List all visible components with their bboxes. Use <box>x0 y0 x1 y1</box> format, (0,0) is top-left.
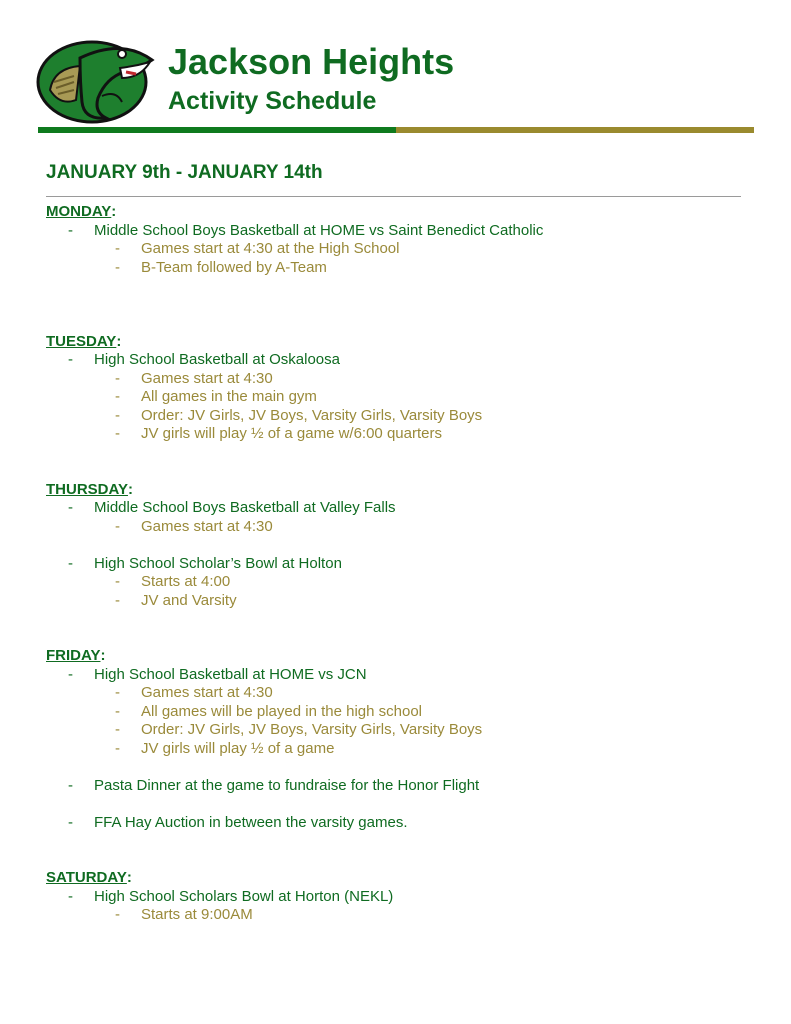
day-thursday <box>46 481 746 611</box>
event-detail <box>46 592 746 611</box>
event-title: High School Scholar’s Bowl at Holton <box>94 554 342 572</box>
day-monday <box>46 203 746 277</box>
detail-text: Games start at 4:30 <box>141 369 273 387</box>
event-item <box>46 351 746 370</box>
event-item <box>46 888 746 907</box>
detail-bullet: - <box>115 702 120 720</box>
day-label-monday: MONDAY <box>46 203 112 220</box>
day-label-saturday: SATURDAY <box>46 869 127 886</box>
detail-text: JV girls will play ½ of a game w/6:00 quarters <box>141 425 442 442</box>
event-bullet: - <box>68 776 73 794</box>
detail-text: Games start at 4:30 <box>141 684 273 701</box>
detail-text: Order: JV Girls, JV Boys, Varsity Girls, Varsity Boys <box>141 406 483 424</box>
detail-bullet: - <box>115 406 120 424</box>
detail-text: Games start at 4:30 <box>141 517 273 535</box>
detail-bullet: - <box>115 739 120 757</box>
event-title: High School Basketball at Oskaloosa <box>94 351 340 368</box>
day-label-colon: : <box>111 203 117 220</box>
detail-bullet: - <box>115 721 120 738</box>
event-detail <box>46 370 746 389</box>
schedule-body <box>46 203 746 925</box>
day-label-friday: FRIDAY <box>46 647 101 664</box>
date-range-divider <box>46 196 741 197</box>
event-item <box>46 499 746 518</box>
event-title: Middle School Boys Basketball at HOME vs Saint Benedict Catholic <box>94 221 544 239</box>
day-saturday <box>46 869 746 925</box>
event-item <box>46 814 746 833</box>
detail-text: B-Team followed by A-Team <box>141 258 327 276</box>
event-detail <box>46 518 746 537</box>
day-label-thursday: THURSDAY <box>46 480 128 498</box>
event-detail <box>46 906 746 925</box>
detail-text: Starts at 4:00 <box>141 573 231 590</box>
detail-bullet: - <box>115 240 120 257</box>
event-detail <box>46 388 746 407</box>
day-label-colon: : <box>100 647 106 664</box>
detail-bullet: - <box>115 388 120 405</box>
detail-bullet: - <box>115 573 120 590</box>
event-title: Middle School Boys Basketball at Valley Falls <box>94 499 396 516</box>
date-range-heading: JANUARY 9th - JANUARY 14th <box>46 162 323 183</box>
event-item <box>46 666 746 685</box>
event-item <box>46 777 746 796</box>
event-bullet: - <box>68 499 73 516</box>
day-friday <box>46 647 746 832</box>
event-detail <box>46 703 746 722</box>
event-detail <box>46 240 746 259</box>
event-item <box>46 555 746 574</box>
detail-text: Order: JV Girls, JV Boys, Varsity Girls, Varsity Boys <box>141 721 483 738</box>
day-tuesday <box>46 333 746 444</box>
event-bullet: - <box>68 221 73 239</box>
detail-text: JV and Varsity <box>141 591 237 609</box>
detail-text: JV girls will play ½ of a game <box>141 739 335 757</box>
event-bullet: - <box>68 351 73 368</box>
event-bullet: - <box>68 665 73 683</box>
event-detail <box>46 259 746 278</box>
detail-bullet: - <box>115 906 120 923</box>
day-label-colon: : <box>116 332 122 350</box>
event-item <box>46 222 746 241</box>
detail-bullet: - <box>115 684 120 701</box>
detail-bullet: - <box>115 591 120 609</box>
day-label-colon: : <box>127 480 133 498</box>
event-detail <box>46 721 746 740</box>
event-bullet: - <box>68 813 73 831</box>
event-title: High School Basketball at HOME vs JCN <box>94 665 367 683</box>
detail-bullet: - <box>115 369 120 387</box>
event-detail <box>46 740 746 759</box>
event-detail <box>46 684 746 703</box>
header-divider-green <box>38 127 396 133</box>
cobra-mascot-icon <box>36 38 158 124</box>
detail-text: Starts at 9:00AM <box>141 906 253 923</box>
detail-bullet: - <box>115 258 120 276</box>
day-label-tuesday: TUESDAY <box>46 332 117 350</box>
detail-text: Games start at 4:30 at the High School <box>141 240 400 257</box>
event-detail <box>46 425 746 444</box>
header-divider <box>38 127 754 133</box>
detail-text: All games in the main gym <box>141 388 317 405</box>
event-title: FFA Hay Auction in between the varsity games. <box>94 813 408 831</box>
event-detail <box>46 573 746 592</box>
event-bullet: - <box>68 887 73 905</box>
detail-bullet: - <box>115 517 120 535</box>
detail-text: All games will be played in the high school <box>141 702 422 720</box>
schedule-subtitle: Activity Schedule <box>168 87 377 115</box>
detail-bullet: - <box>115 425 120 442</box>
school-name: Jackson Heights <box>168 41 455 82</box>
event-title: High School Scholars Bowl at Horton (NEKL) <box>94 887 394 905</box>
event-detail <box>46 407 746 426</box>
header-divider-gold <box>396 127 754 133</box>
event-bullet: - <box>68 554 73 572</box>
event-title: Pasta Dinner at the game to fundraise for the Honor Flight <box>94 776 480 794</box>
day-label-colon: : <box>126 869 132 886</box>
